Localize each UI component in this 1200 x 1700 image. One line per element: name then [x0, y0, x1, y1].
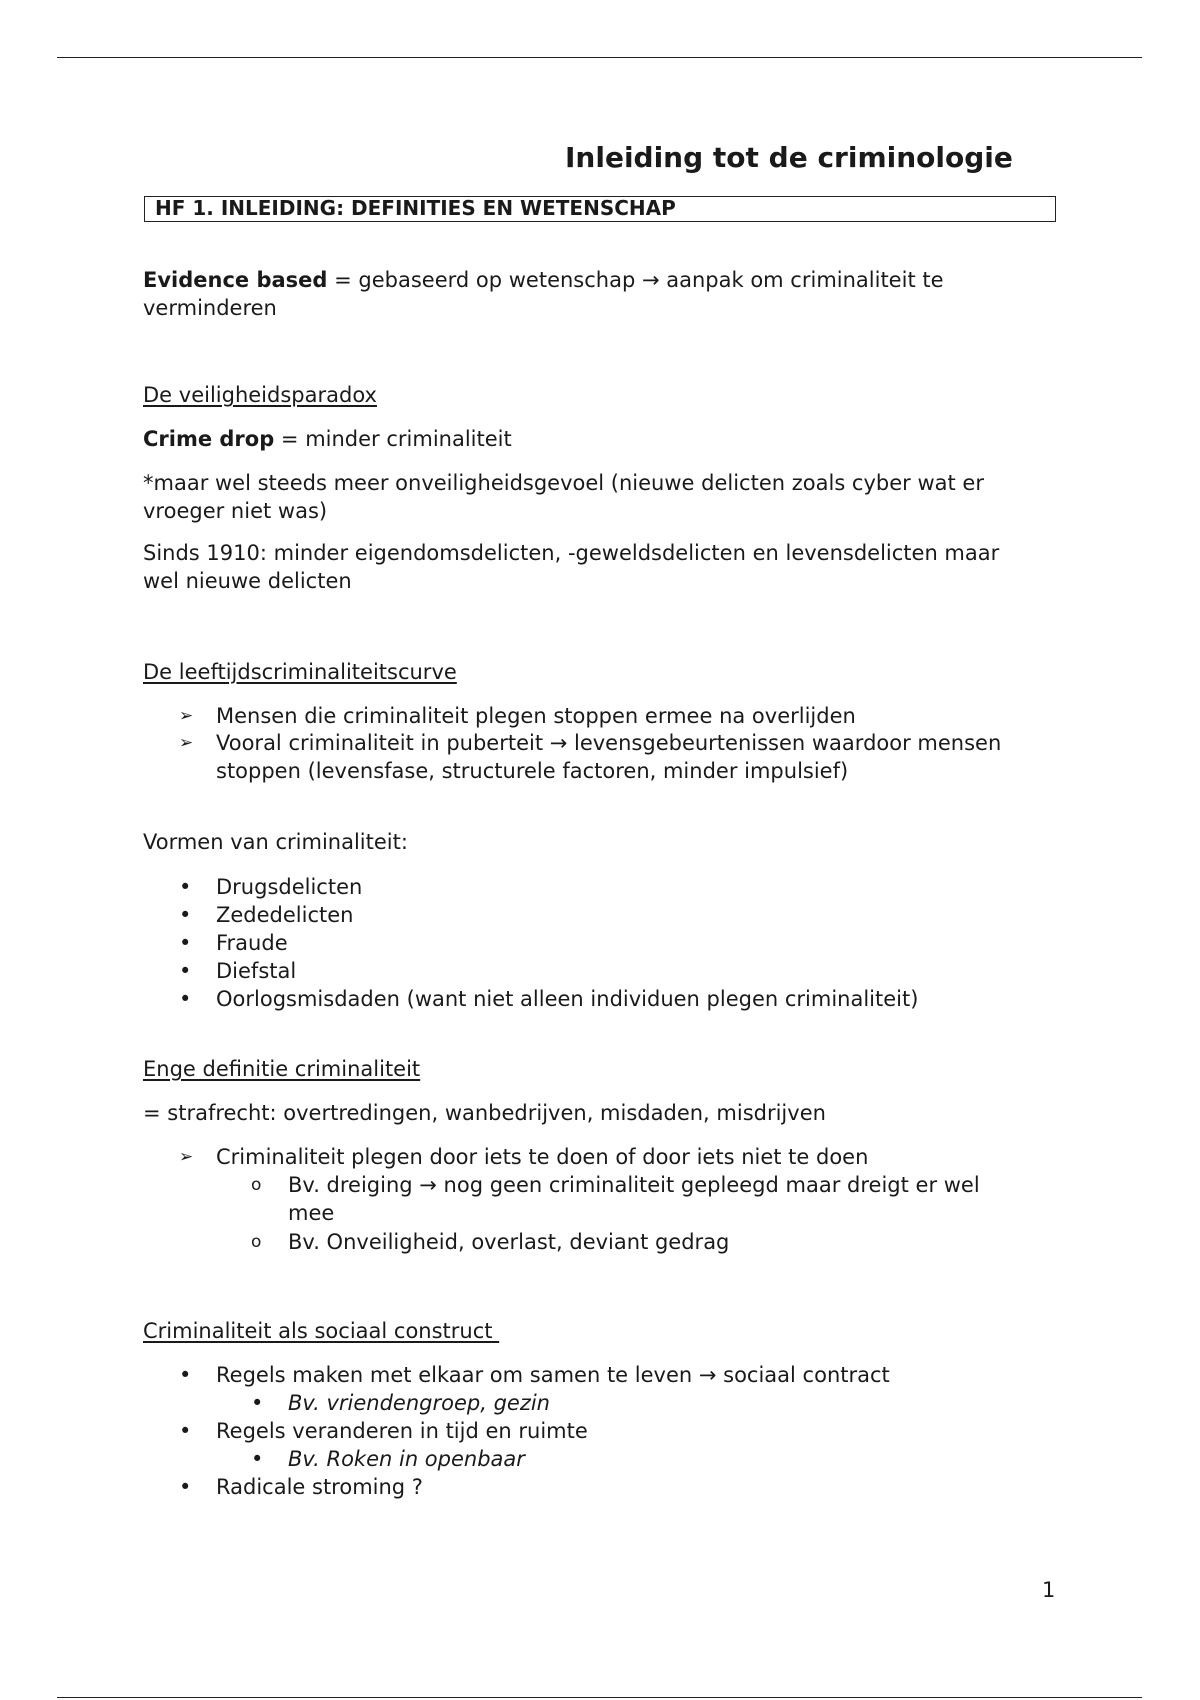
circle-bullet-icon: o — [251, 1175, 262, 1195]
circle-bullet-icon: o — [251, 1232, 262, 1252]
bullet-icon: • — [179, 931, 192, 955]
sub-list-item-text: Bv. vriendengroep, gezin — [288, 1391, 550, 1415]
sub-list-item-text: Bv. Roken in openbaar — [288, 1447, 525, 1471]
section-heading-curve: De leeftijdscriminaliteitscurve — [143, 660, 457, 684]
evidence-paragraph — [143, 266, 1063, 322]
bullet-icon: • — [179, 1363, 192, 1387]
evidence-definition-cont: verminderen — [143, 296, 277, 320]
bullet-icon: • — [179, 903, 192, 927]
enge-definitie-text: = strafrecht: overtredingen, wanbedrijven, misdaden, misdrijven — [143, 1101, 826, 1125]
sub-list-item-text: Bv. Onveiligheid, overlast, deviant gedrag — [288, 1230, 730, 1254]
sinds-1910-line: Sinds 1910: minder eigendomsdelicten, -geweldsdelicten en levensdelicten maar — [143, 541, 1000, 565]
sub-list-item-text: Bv. dreiging → nog geen criminaliteit gepleegd maar dreigt er wel — [288, 1173, 980, 1197]
bullet-icon: • — [251, 1447, 264, 1471]
onveiligheid-note-line: vroeger niet was) — [143, 499, 328, 523]
evidence-term: Evidence based — [143, 268, 328, 292]
section-heading-veiligheidsparadox: De veiligheidsparadox — [143, 383, 377, 407]
list-item-text: Oorlogsmisdaden (want niet alleen individuen plegen criminaliteit) — [216, 987, 919, 1011]
bullet-icon: • — [179, 987, 192, 1011]
sinds-1910-paragraph — [143, 539, 1063, 595]
crime-drop-line — [143, 425, 1063, 453]
sub-list-item-text-block — [288, 1171, 1058, 1227]
section-heading-enge-definitie: Enge definitie criminaliteit — [143, 1057, 421, 1081]
page-number: 1 — [1042, 1578, 1056, 1602]
crime-drop-definition: = minder criminaliteit — [274, 427, 512, 451]
evidence-definition: = gebaseerd op wetenschap → aanpak om criminaliteit te — [327, 268, 944, 292]
list-item-text: Radicale stroming ? — [216, 1475, 423, 1499]
bullet-icon: • — [179, 1419, 192, 1443]
list-item-text: Drugsdelicten — [216, 875, 363, 899]
header-rule — [57, 57, 1142, 58]
bullet-icon: • — [179, 875, 192, 899]
sub-list-item-text: mee — [288, 1201, 335, 1225]
list-item-text: stoppen (levensfase, structurele factoren, minder impulsief) — [216, 759, 849, 783]
section-heading-sociaal-construct: Criminaliteit als sociaal construct — [143, 1319, 500, 1343]
bullet-icon: • — [179, 959, 192, 983]
list-item-text: Zededelicten — [216, 903, 354, 927]
list-item-text: Vooral criminaliteit in puberteit → levensgebeurtenissen waardoor mensen — [216, 731, 1002, 755]
chapter-heading: HF 1. INLEIDING: DEFINITIES EN WETENSCHAP — [144, 196, 1056, 222]
list-item-text: Regels veranderen in tijd en ruimte — [216, 1419, 588, 1443]
arrow-bullet-icon: ➢ — [179, 706, 194, 726]
bullet-icon: • — [251, 1391, 264, 1415]
list-item-text: Criminaliteit plegen door iets te doen of door iets niet te doen — [216, 1145, 869, 1169]
list-item-text: Fraude — [216, 931, 288, 955]
list-item-text-block — [216, 729, 1056, 785]
onveiligheid-note-line: *maar wel steeds meer onveiligheidsgevoel (nieuwe delicten zoals cyber wat er — [143, 471, 984, 495]
list-item-text: Mensen die criminaliteit plegen stoppen ermee na overlijden — [216, 704, 856, 728]
arrow-bullet-icon: ➢ — [179, 1147, 194, 1167]
onveiligheid-note — [143, 469, 1063, 525]
list-item-text: Diefstal — [216, 959, 297, 983]
footer-rule — [57, 1697, 1142, 1698]
sinds-1910-line: wel nieuwe delicten — [143, 569, 352, 593]
vormen-intro: Vormen van criminaliteit: — [143, 830, 408, 854]
arrow-bullet-icon: ➢ — [179, 733, 194, 753]
crime-drop-term: Crime drop — [143, 427, 275, 451]
document-title: Inleiding tot de criminologie — [565, 141, 1013, 174]
bullet-icon: • — [179, 1475, 192, 1499]
list-item-text: Regels maken met elkaar om samen te leven → sociaal contract — [216, 1363, 890, 1387]
